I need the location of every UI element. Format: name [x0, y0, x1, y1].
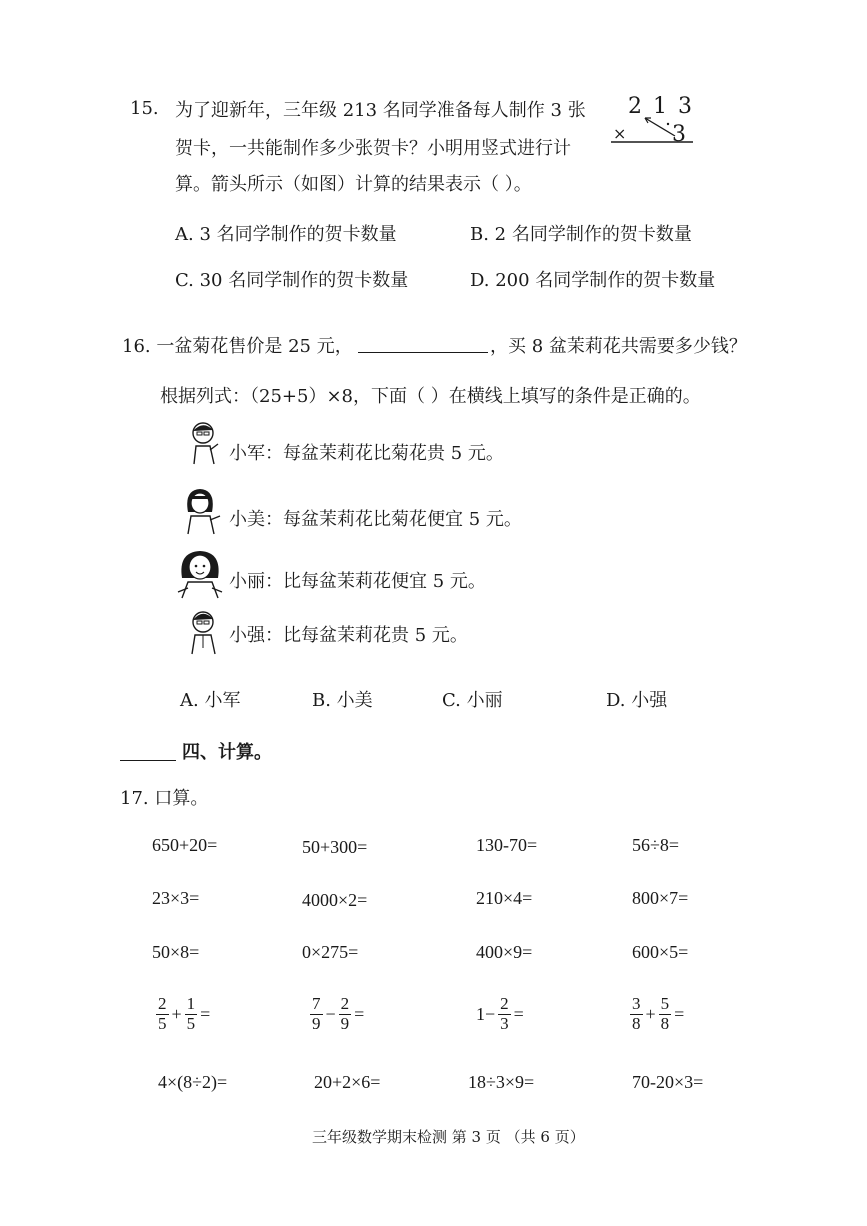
calc-item: 56÷8=	[632, 835, 680, 855]
fraction: $\frac{7}{9}$	[312, 994, 321, 1033]
calc-item: 800×7=	[632, 888, 689, 908]
fraction: $\frac{5}{8}$	[660, 994, 670, 1033]
calc-item: 23×3=	[152, 888, 200, 908]
fraction: $\frac{2}{9}$	[340, 994, 350, 1033]
vertical-times-sign: ×	[613, 124, 627, 143]
q16-option-d: D. 小强	[606, 690, 668, 711]
q15-line-3: 算。箭头所示（如图）计算的结果表示（ ）。	[175, 174, 532, 195]
speaker-label: 小丽：	[229, 571, 283, 592]
statement-text: 每盆茉莉花比菊花贵 5 元。	[283, 443, 504, 464]
calc-item: 0×275=	[302, 942, 359, 962]
statement-text: 每盆茉莉花比菊花便宜 5 元。	[283, 509, 522, 530]
q16-line-1-end: ，买 8 盆茉莉花共需要多少钱？	[490, 336, 747, 357]
q15-line-1: 为了迎新年，三年级 213 名同学准备每人制作 3 张	[175, 100, 586, 121]
statement-text: 比每盆茉莉花贵 5 元。	[283, 625, 468, 646]
q15-option-a: A. 3 名同学制作的贺卡数量	[175, 224, 397, 245]
speaker-label: 小军：	[229, 443, 283, 464]
calc-item: 70-20×3=	[632, 1072, 704, 1092]
fraction-item: $\frac{7}{9}$ − $\frac{2}{9}$ =	[312, 994, 365, 1033]
section-title: 四、计算。	[182, 742, 272, 763]
q16-option-a: A. 小军	[180, 690, 241, 711]
q16-fill-blank	[358, 352, 488, 353]
calc-item: 50+300=	[302, 837, 368, 857]
fraction-item: $\frac{2}{5}$ + $\frac{1}{5}$ =	[158, 994, 211, 1033]
q16-line-1-start: 16. 一盆菊花售价是 25 元，	[122, 336, 353, 357]
vertical-top-number: 2 1 3	[628, 94, 694, 119]
statement-xiaoqiang	[229, 621, 468, 647]
q16-option-b: B. 小美	[312, 690, 373, 711]
statement-xiaoli	[229, 567, 486, 593]
fraction-item: $\frac{3}{8}$ + $\frac{5}{8}$ =	[632, 994, 685, 1033]
calc-item: 600×5=	[632, 942, 689, 962]
boy-avatar-icon	[186, 420, 226, 466]
boy-avatar-icon	[184, 608, 224, 656]
section-score-blank	[120, 760, 176, 761]
q15-number: 15.	[130, 98, 159, 119]
q17-title: 17. 口算。	[120, 788, 209, 809]
q15-option-d: D. 200 名同学制作的贺卡数量	[470, 270, 716, 291]
calc-item: 130-70=	[476, 835, 538, 855]
calc-item: 400×9=	[476, 942, 533, 962]
fraction: $\frac{1}{5}$	[186, 994, 196, 1033]
q15-option-b: B. 2 名同学制作的贺卡数量	[470, 224, 692, 245]
calc-item: 4×(8÷2)=	[158, 1072, 228, 1092]
fraction: $\frac{2}{5}$	[158, 994, 167, 1033]
q15-line-2: 贺卡，一共能制作多少张贺卡？小明用竖式进行计	[175, 138, 571, 159]
speaker-label: 小美：	[229, 509, 283, 530]
calc-item: 18÷3×9=	[468, 1072, 535, 1092]
vertical-arrow-and-line	[605, 100, 695, 150]
fraction-item: 1− $\frac{2}{3}$ =	[476, 994, 524, 1033]
calc-item: 4000×2=	[302, 890, 368, 910]
q16-option-c: C. 小丽	[442, 690, 503, 711]
q16-line-2: 根据列式：（25+5）×8，下面（ ）在横线上填写的条件是正确的。	[160, 386, 701, 407]
calc-item: 20+2×6=	[314, 1072, 381, 1092]
calc-item: 50×8=	[152, 942, 200, 962]
vertical-bottom-number: 3	[672, 122, 686, 147]
girl-avatar-icon	[176, 548, 224, 600]
girl-avatar-icon	[180, 486, 224, 536]
statement-xiaojun	[229, 439, 504, 465]
page-footer: 三年级数学期末检测 第 3 页 （共 6 页）	[312, 1128, 585, 1146]
calc-item: 210×4=	[476, 888, 533, 908]
fraction: $\frac{3}{8}$	[632, 994, 641, 1033]
speaker-label: 小强：	[229, 625, 283, 646]
fraction: $\frac{2}{3}$	[500, 994, 509, 1033]
q15-option-c: C. 30 名同学制作的贺卡数量	[175, 270, 409, 291]
calc-item: 650+20=	[152, 835, 218, 855]
statement-xiaomei	[229, 505, 522, 531]
statement-text: 比每盆茉莉花便宜 5 元。	[283, 571, 486, 592]
